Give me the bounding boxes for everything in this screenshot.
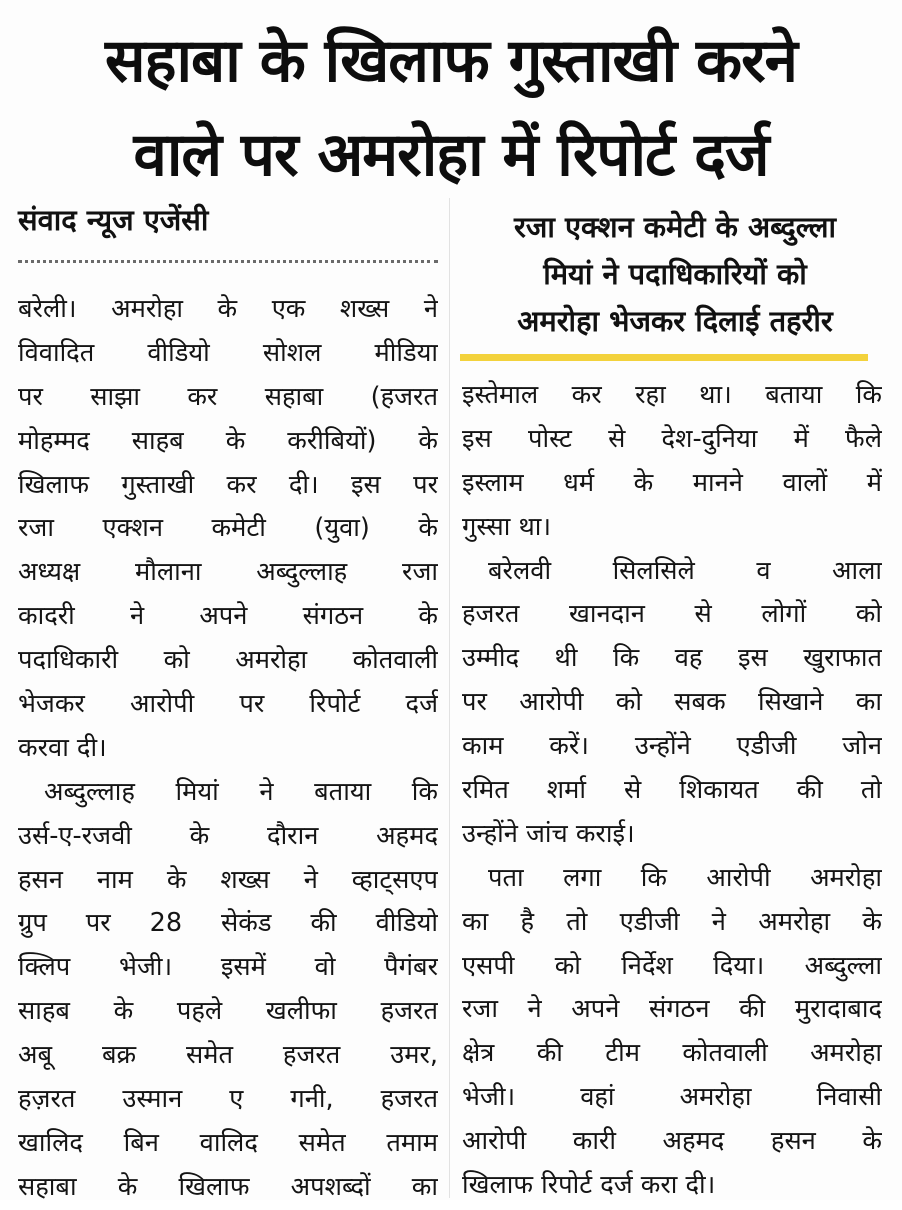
headline-line-2: वाले पर अमरोहा में रिपोर्ट दर्ज — [133, 120, 769, 190]
byline-divider — [18, 260, 438, 263]
text-line: काम करें। उन्होंने एडीजी जोन — [462, 731, 882, 762]
text-line: ग्रुप पर 28 सेकंड की वीडियो — [18, 908, 438, 939]
text-line: हज़रत उस्मान ए गनी, हजरत — [18, 1084, 438, 1115]
subheadline-line-3: अमरोहा भेजकर दिलाई तहरीर — [517, 304, 833, 338]
text-line: खालिद बिन वालिद समेत तमाम — [18, 1127, 438, 1158]
text-line: अब्दुल्लाह मियां ने बताया कि — [44, 776, 438, 807]
text-line: गुस्सा था। — [462, 511, 552, 542]
text-line: साहब के पहले खलीफा हजरत — [18, 996, 438, 1027]
text-line: पर साझा कर सहाबा (हजरत — [18, 381, 438, 412]
text-line: पर आरोपी को सबक सिखाने का — [462, 687, 882, 718]
text-line: पता लगा कि आरोपी अमरोहा — [488, 862, 882, 893]
text-line: कादरी ने अपने संगठन के — [18, 601, 438, 632]
text-line: भेजकर आरोपी पर रिपोर्ट दर्ज — [18, 689, 438, 720]
subheadline-highlight-bar — [460, 354, 868, 361]
text-line: क्षेत्र की टीम कोतवाली अमरोहा — [462, 1038, 882, 1069]
article-column-right — [462, 374, 882, 1208]
text-line: उर्स-ए-रजवी के दौरान अहमद — [18, 820, 438, 851]
headline-line-1: सहाबा के खिलाफ गुस्ताखी करने — [105, 26, 797, 96]
text-line: बरेली। अमरोहा के एक शख्स ने — [18, 294, 438, 324]
text-line: भेजी। वहां अमरोहा निवासी — [462, 1082, 882, 1113]
text-line: क्लिप भेजी। इसमें वो पैगंबर — [18, 952, 438, 983]
article-column-left — [18, 288, 438, 1210]
text-line: आरोपी कारी अहमद हसन के — [462, 1126, 882, 1157]
text-line: सहाबा के खिलाफ अपशब्दों का — [18, 1171, 438, 1202]
text-line: एसपी को निर्देश दिया। अब्दुल्ला — [462, 950, 882, 981]
text-line: बरेलवी सिलसिले व आला — [488, 555, 882, 586]
text-line: रजा एक्शन कमेटी (युवा) के — [18, 513, 438, 544]
headline — [0, 14, 902, 202]
text-line: हसन नाम के शख्स ने व्हाट्सएप — [18, 864, 438, 895]
text-line: करवा दी। — [18, 732, 107, 763]
text-line: रमित शर्मा से शिकायत की तो — [462, 775, 882, 806]
text-line: इस पोस्ट से देश-दुनिया में फैले — [462, 423, 882, 454]
text-line: का है तो एडीजी ने अमरोहा के — [462, 906, 882, 937]
subheadline — [460, 204, 890, 345]
text-line: पदाधिकारी को अमरोहा कोतवाली — [18, 645, 438, 676]
subheadline-line-1: रजा एक्शन कमेटी के अब्दुल्ला — [513, 210, 837, 244]
text-line: हजरत खानदान से लोगों को — [462, 599, 882, 630]
text-line: अबू बक्र समेत हजरत उमर, — [18, 1040, 438, 1071]
text-line: मोहम्मद साहब के करीबियों) के — [18, 425, 438, 456]
text-line: उम्मीद थी कि वह इस खुराफात — [462, 643, 882, 674]
text-line: रजा ने अपने संगठन की मुरादाबाद — [462, 994, 882, 1025]
text-line: खिलाफ गुस्ताखी कर दी। इस पर — [18, 469, 438, 500]
text-line: इस्लाम धर्म के मानने वालों में — [462, 467, 882, 498]
text-line: अध्यक्ष मौलाना अब्दुल्लाह रजा — [18, 557, 438, 588]
text-line: खिलाफ रिपोर्ट दर्ज करा दी। — [462, 1170, 716, 1201]
text-line: विवादित वीडियो सोशल मीडिया — [18, 337, 438, 368]
text-line: उन्होंने जांच कराई। — [462, 818, 635, 849]
byline: संवाद न्यूज एजेंसी — [18, 203, 209, 237]
subheadline-line-2: मियां ने पदाधिकारियों को — [543, 257, 807, 291]
text-line: इस्तेमाल कर रहा था। बताया कि — [462, 380, 882, 410]
column-divider — [449, 198, 450, 1198]
